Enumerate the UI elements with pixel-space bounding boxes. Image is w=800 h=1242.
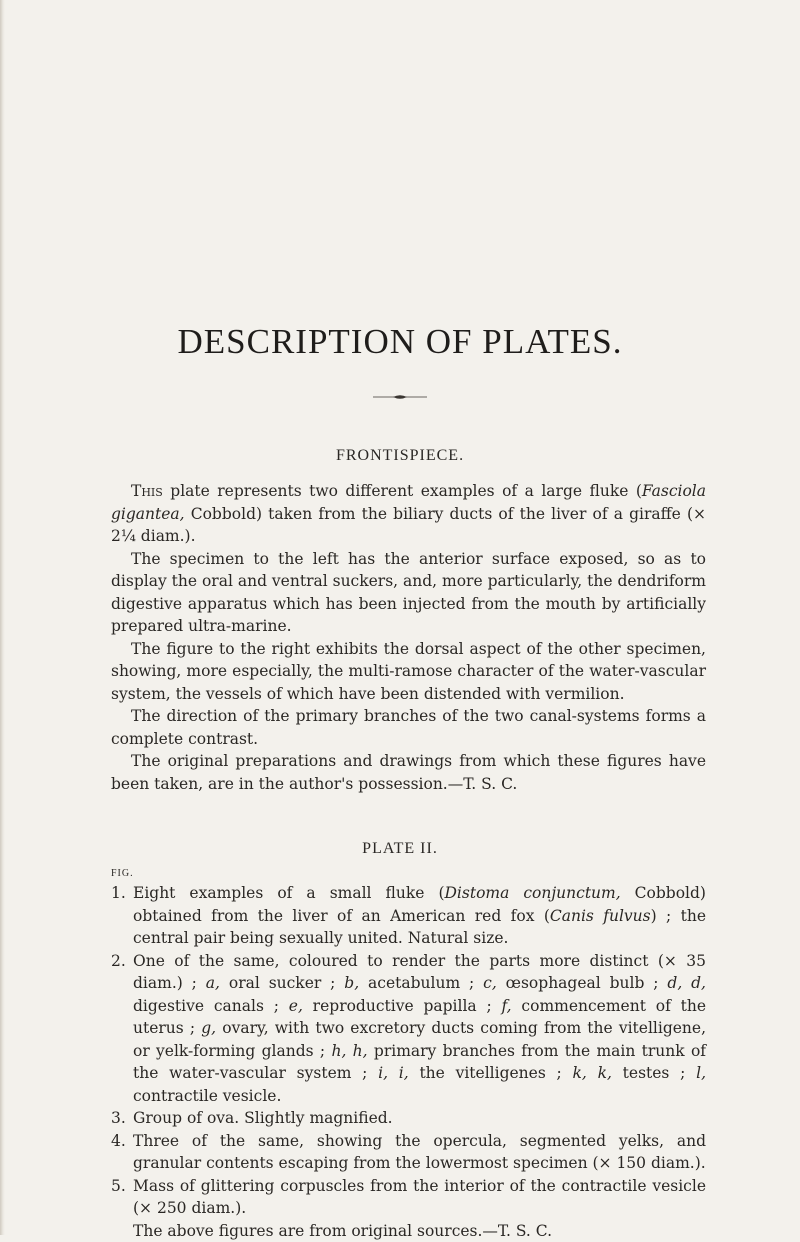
figure-letter: k, k, bbox=[573, 1064, 612, 1082]
text-run: plate represents two different examples of a large fluke ( bbox=[163, 482, 642, 500]
figure-item bbox=[111, 950, 706, 1108]
frontispiece-paragraph-3: The figure to the right exhibits the dorsal aspect of the other specimen, showing, more especially, the multi-ramose character of the water-vascular system, the vessels of which have been distended with vermilion. bbox=[111, 638, 706, 706]
text-run: primary branches from the main trunk of the water-vascular system ; bbox=[133, 1042, 706, 1083]
page-edge bbox=[0, 0, 5, 1235]
figure-letter: d, d, bbox=[667, 974, 706, 992]
text-run: Mass of glittering corpuscles from the interior of the contractile vesicle (× 250 diam.). bbox=[133, 1177, 706, 1218]
text-run: Eight examples of a small fluke ( bbox=[133, 884, 445, 902]
text-run: digestive canals ; bbox=[133, 997, 289, 1015]
text-run: the vitelligenes ; bbox=[409, 1064, 573, 1082]
species-name: Fasciola gigantea, bbox=[111, 482, 706, 523]
lead-word: This bbox=[131, 482, 163, 500]
text-run: reproductive papilla ; bbox=[303, 997, 502, 1015]
figure-list bbox=[111, 882, 706, 1242]
figure-item bbox=[111, 882, 706, 950]
figure-item bbox=[111, 1107, 706, 1130]
frontispiece-paragraph-2: The specimen to the left has the anterior surface exposed, so as to display the oral and ventral suckers, and, more particularly, the dendriform digestive apparatus which has been injected from the mouth by artificially prepared ultra-marine. bbox=[111, 548, 706, 638]
text-run: testes ; bbox=[612, 1064, 696, 1082]
figure-letter: b, bbox=[344, 974, 359, 992]
text-run: ) ; the central pair being sexually united. Natural size. bbox=[133, 907, 706, 948]
text-run: Group of ova. Slightly magnified. bbox=[133, 1109, 393, 1127]
figure-item bbox=[111, 1130, 706, 1175]
text-run: commencement of the uterus ; bbox=[133, 997, 706, 1038]
figure-letter: e, bbox=[289, 997, 303, 1015]
figure-letter: h, h, bbox=[331, 1042, 367, 1060]
text-run: ovary, with two excretory ducts coming from the vitelligene, or yelk-forming glands ; bbox=[133, 1019, 706, 1060]
page-title: DESCRIPTION OF PLATES. bbox=[0, 322, 800, 362]
text-run: acetabulum ; bbox=[359, 974, 483, 992]
figure-item bbox=[111, 1175, 706, 1220]
figure-letter: c, bbox=[483, 974, 497, 992]
ornament-divider bbox=[373, 393, 427, 401]
figure-number: 4. bbox=[111, 1130, 126, 1153]
text-run: contractile vesicle. bbox=[133, 1087, 281, 1105]
figure-number: 2. bbox=[111, 950, 126, 973]
text-run: Three of the same, showing the opercula, segmented yelks, and granular contents escaping from the lowermost specimen (× 150 diam.). bbox=[133, 1132, 706, 1173]
frontispiece-paragraph-5: The original preparations and drawings from which these figures have been taken, are in the author's possession.—T. S. C. bbox=[111, 750, 706, 795]
figure-letter: i, i, bbox=[378, 1064, 409, 1082]
figure-number: 1. bbox=[111, 882, 126, 905]
frontispiece-heading: FRONTISPIECE. bbox=[0, 447, 800, 465]
figure-letter: a, bbox=[206, 974, 220, 992]
frontispiece-paragraph-4: The direction of the primary branches of the two canal-systems forms a complete contrast. bbox=[111, 705, 706, 750]
figure-number: 3. bbox=[111, 1107, 126, 1130]
species-name: Canis fulvus bbox=[550, 907, 651, 925]
frontispiece-paragraph-1 bbox=[111, 480, 706, 548]
fig-label: FIG. bbox=[111, 868, 134, 879]
frontispiece-text bbox=[111, 480, 706, 795]
figure-letter: g, bbox=[201, 1019, 216, 1037]
text-run: One of the same, coloured to render the parts more distinct (× 35 diam.) ; bbox=[133, 952, 706, 993]
figure-letter: l, bbox=[696, 1064, 706, 1082]
plate-heading: PLATE II. bbox=[0, 840, 800, 858]
text-run: Cobbold) taken from the biliary ducts of the liver of a giraffe (× 2¼ diam.). bbox=[111, 505, 706, 546]
figure-letter: f, bbox=[502, 997, 512, 1015]
text-run: Cobbold) obtained from the liver of an American red fox ( bbox=[133, 884, 706, 925]
text-run: oral sucker ; bbox=[220, 974, 344, 992]
figure-number: 5. bbox=[111, 1175, 126, 1198]
attribution: The above figures are from original sources.—T. S. C. bbox=[111, 1220, 706, 1242]
text-run: œsophageal bulb ; bbox=[497, 974, 668, 992]
species-name: Distoma conjunctum, bbox=[445, 884, 621, 902]
